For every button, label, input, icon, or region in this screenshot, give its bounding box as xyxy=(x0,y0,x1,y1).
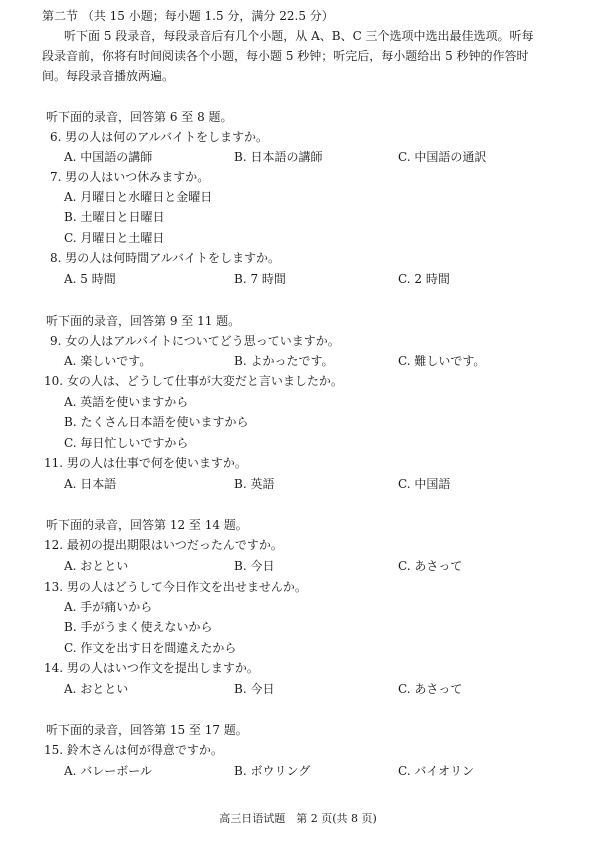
question-8-option-b: B. 7 時間 xyxy=(234,272,286,286)
question-11-option-b: B. 英語 xyxy=(234,477,275,491)
question-6-option-c: C. 中国語の通訳 xyxy=(398,150,487,164)
question-13: 13. 男の人はどうして今日作文を出せませんか。 xyxy=(44,580,307,594)
question-15: 15. 鈴木さんは何が得意ですか。 xyxy=(44,743,223,757)
question-13-option-a: A. 手が痛いから xyxy=(64,600,153,614)
section-heading: 第二节 （共 15 小题；每小题 1.5 分，满分 22.5 分） xyxy=(42,9,334,23)
question-8-option-a: A. 5 時間 xyxy=(64,272,116,286)
question-10-option-a: A. 英語を使いますから xyxy=(64,395,189,409)
group-title-6-8: 听下面的录音，回答第 6 至 8 题。 xyxy=(46,110,233,124)
question-11-option-a: A. 日本語 xyxy=(64,477,117,491)
question-14-option-b: B. 今日 xyxy=(234,682,275,696)
question-9-option-a: A. 楽しいです。 xyxy=(64,354,152,368)
question-15-option-a: A. バレーボール xyxy=(64,764,153,778)
question-12-option-c: C. あさって xyxy=(398,559,463,573)
question-7-option-b: B. 土曜日と日曜日 xyxy=(64,210,165,224)
question-7-option-c: C. 月曜日と土曜日 xyxy=(64,231,165,245)
question-8-option-c: C. 2 時間 xyxy=(398,272,450,286)
question-6-option-a: A. 中国語の講師 xyxy=(64,150,153,164)
question-14-option-a: A. おととい xyxy=(64,682,129,696)
question-7: 7. 男の人はいつ休みますか。 xyxy=(50,170,210,184)
question-13-option-b: B. 手がうまく使えないから xyxy=(64,620,213,634)
group-title-15-17: 听下面的录音，回答第 15 至 17 题。 xyxy=(46,723,248,737)
section-instructions-line-2: 段录音前，你将有时间阅读各个小题，每小题 5 秒钟；听完后，每小题给出 5 秒钟的作答时 xyxy=(42,49,529,63)
question-10: 10. 女の人は、どうして仕事が大変だと言いましたか。 xyxy=(44,374,343,388)
group-title-12-14: 听下面的录音，回答第 12 至 14 题。 xyxy=(46,518,248,532)
question-9: 9. 女の人はアルバイトについてどう思っていますか。 xyxy=(50,334,340,348)
question-9-option-b: B. よかったです。 xyxy=(234,354,334,368)
page-footer: 高三日语试题 第 2 页(共 8 页) xyxy=(219,812,377,825)
question-13-option-c: C. 作文を出す日を間違えたから xyxy=(64,641,237,655)
question-10-option-b: B. たくさん日本語を使いますから xyxy=(64,415,249,429)
question-14: 14. 男の人はいつ作文を提出しますか。 xyxy=(44,661,259,675)
question-7-option-a: A. 月曜日と水曜日と金曜日 xyxy=(64,190,213,204)
question-10-option-c: C. 毎日忙しいですから xyxy=(64,436,189,450)
question-11: 11. 男の人は仕事で何を使いますか。 xyxy=(44,456,247,470)
question-6-option-b: B. 日本語の講師 xyxy=(234,150,323,164)
question-6: 6. 男の人は何のアルバイトをしますか。 xyxy=(50,130,268,144)
question-15-option-b: B. ボウリング xyxy=(234,764,311,778)
question-9-option-c: C. 難しいです。 xyxy=(398,354,486,368)
section-instructions-line-3: 间。每段录音播放两遍。 xyxy=(42,69,175,83)
question-12: 12. 最初の提出期限はいつだったんですか。 xyxy=(44,538,283,552)
question-15-option-c: C. バイオリン xyxy=(398,764,475,778)
question-8: 8. 男の人は何時間アルバイトをしますか。 xyxy=(50,251,280,265)
question-14-option-c: C. あさって xyxy=(398,682,463,696)
question-12-option-a: A. おととい xyxy=(64,559,129,573)
section-instructions-line-1: 听下面 5 段录音，每段录音后有几个小题，从 A、B、C 三个选项中选出最佳选项。听每 xyxy=(64,29,534,43)
question-12-option-b: B. 今日 xyxy=(234,559,275,573)
question-11-option-c: C. 中国語 xyxy=(398,477,451,491)
group-title-9-11: 听下面的录音，回答第 9 至 11 题。 xyxy=(46,314,241,328)
